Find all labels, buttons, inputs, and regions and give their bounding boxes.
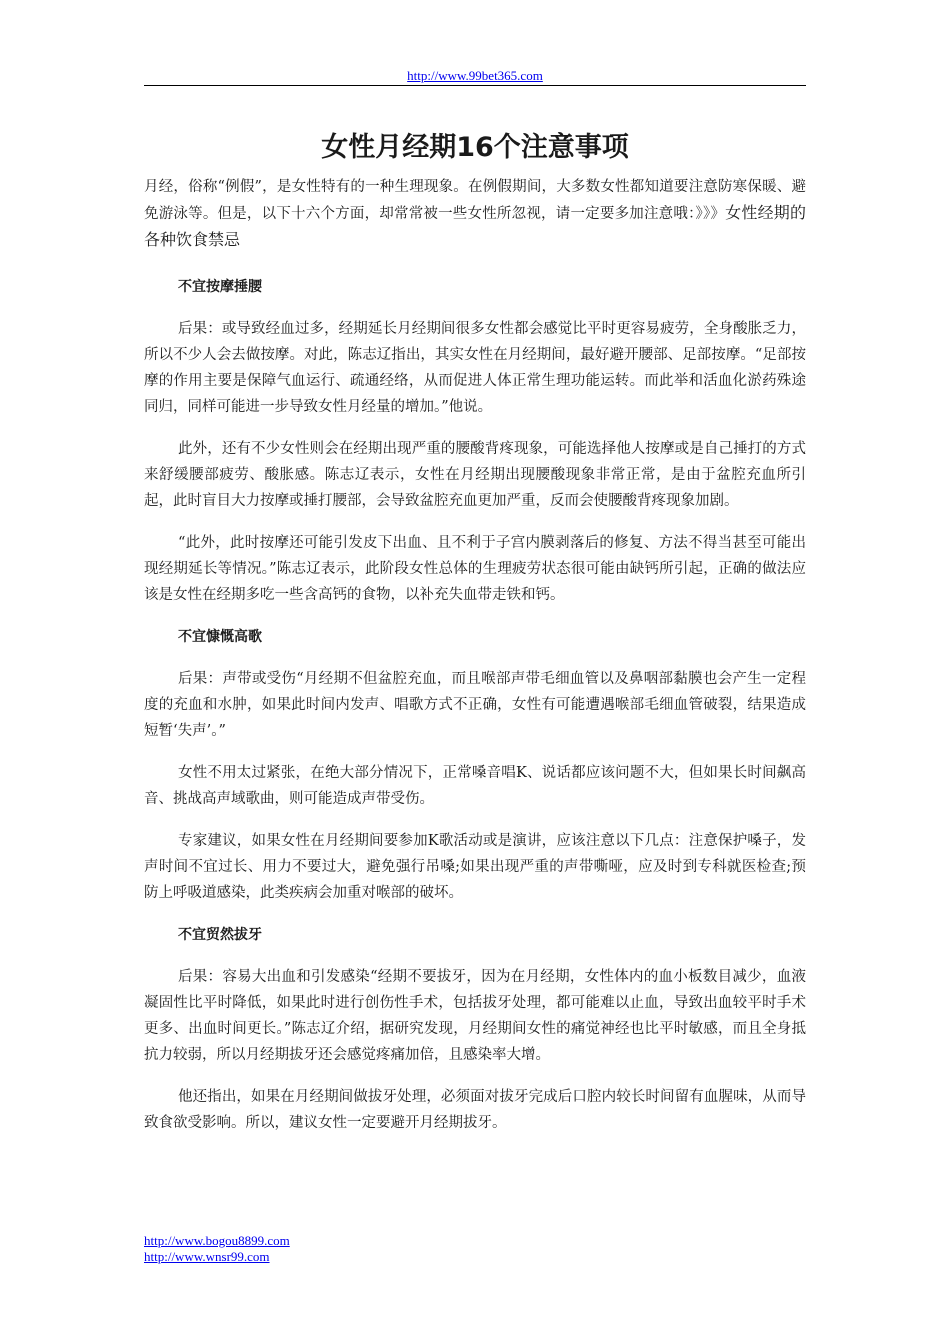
article-body: [144, 274, 806, 1152]
header-url-link[interactable]: http://www.99bet365.com: [407, 68, 543, 83]
paragraph: 他还指出，如果在月经期间做拔牙处理，必须面对拔牙完成后口腔内较长时间留有血腥味，从而导致食欲受影响。所以，建议女性一定要避开月经期拔牙。: [144, 1089, 806, 1131]
paragraph: 后果：声带或受伤“月经期不但盆腔充血，而且喉部声带毛细血管以及鼻咽部黏膜也会产生一定程度的充血和水肿，如果此时间内发声、唱歌方式不正确，女性有可能遭遇喉部毛细血管破裂，结果造成短暂‘失声’。”: [144, 671, 806, 739]
section-heading-singing: 不宜慷慨高歌: [178, 629, 262, 645]
section-heading-massage: 不宜按摩捶腰: [178, 279, 262, 295]
intro-diet-link[interactable]: 女性经期的各种饮食禁忌: [144, 203, 806, 249]
header-divider: [144, 85, 806, 86]
page-title: 女性月经期16个注意事项: [321, 132, 629, 163]
paragraph: 后果：容易大出血和引发感染“经期不要拔牙，因为在月经期，女性体内的血小板数目减少，血液凝固性比平时降低，如果此时进行创伤性手术，包括拔牙处理，都可能难以止血，导致出血较平时手术更多、出血时间更长。”陈志辽介绍，据研究发现，月经期间女性的痛觉神经也比平时敏感，而且全身抵抗力较弱，所以月经期拔牙还会感觉疼痛加倍，且感染率大增。: [144, 969, 806, 1063]
footer-link-bogou[interactable]: http://www.bogou8899.com: [144, 1233, 290, 1248]
footer-link-wnsr[interactable]: http://www.wnsr99.com: [144, 1249, 270, 1264]
footer-links: [144, 1233, 290, 1265]
paragraph: 后果：或导致经血过多，经期延长月经期间很多女性都会感觉比平时更容易疲劳，全身酸胀乏力，所以不少人会去做按摩。对此，陈志辽指出，其实女性在月经期间，最好避开腰部、足部按摩。“足部按摩的作用主要是保障气血运行、疏通经络，从而促进人体正常生理功能运转。而此举和活血化淤药殊途同归，同样可能进一步导致女性月经量的增加。”他说。: [144, 321, 806, 415]
paragraph: 专家建议，如果女性在月经期间要参加K歌活动或是演讲，应该注意以下几点：注意保护嗓子，发声时间不宜过长、用力不要过大，避免强行吊嗓;如果出现严重的声带嘶哑，应及时到专科就医检查;预防上呼吸道感染，此类疾病会加重对喉部的破坏。: [144, 833, 806, 901]
intro-text: 月经，俗称“例假”，是女性特有的一种生理现象。在例假期间，大多数女性都知道要注意防寒保暖、避免游泳等。但是，以下十六个方面，却常常被一些女性所忽视，请一定要多加注意哦：》》》: [144, 179, 806, 222]
intro-paragraph: [144, 174, 806, 254]
paragraph: 此外，还有不少女性则会在经期出现严重的腰酸背疼现象，可能选择他人按摩或是自己捶打的方式来舒缓腰部疲劳、酸胀感。陈志辽表示，女性在月经期出现腰酸现象非常正常，是由于盆腔充血所引起，此时盲目大力按摩或捶打腰部，会导致盆腔充血更加严重，反而会使腰酸背疼现象加剧。: [144, 441, 806, 509]
section-heading-tooth: 不宜贸然拔牙: [178, 927, 262, 943]
paragraph: “此外，此时按摩还可能引发皮下出血、且不利于子宫内膜剥落后的修复、方法不得当甚至可能出现经期延长等情况。”陈志辽表示，此阶段女性总体的生理疲劳状态很可能由缺钙所引起，正确的做法应该是女性在经期多吃一些含高钙的食物，以补充失血带走铁和钙。: [144, 535, 806, 603]
paragraph: 女性不用太过紧张，在绝大部分情况下，正常嗓音唱K、说话都应该问题不大，但如果长时间飙高音、挑战高声域歌曲，则可能造成声带受伤。: [144, 765, 806, 807]
